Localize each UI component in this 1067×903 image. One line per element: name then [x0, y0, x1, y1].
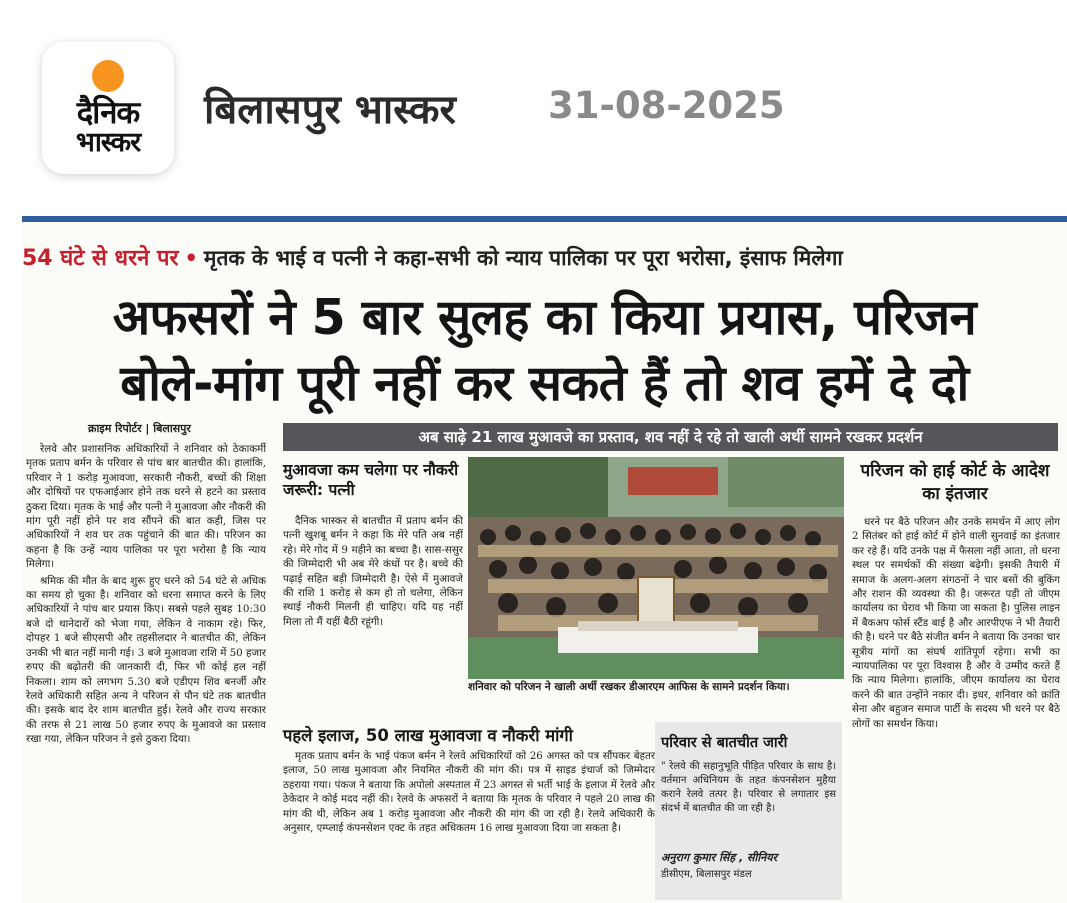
logo-word-dainik: दैनिक: [76, 95, 140, 131]
kicker-bullet: •: [184, 246, 198, 270]
main-story-column: [26, 442, 266, 900]
byline: क्राइम रिपोर्टर | बिलासपुर: [88, 422, 191, 435]
photo-caption: शनिवार को परिजन ने खाली अर्थी रखकर डीआरएम आफिस के सामने प्रदर्शन किया।: [468, 681, 790, 693]
wife-story-body: दैनिक भास्कर से बातचीत में प्रताप बर्मन की पत्नी खुशबू बर्मन ने कहा कि मेरे पति अब नहीं रहे। मेरे गोद में 9 महीने का बच्चा है। सास-ससुर की जिम्मेदारी भी अब मेरे कंधों पर है। बच्चे की पढ़ाई सहित बड़ी जिम्मेदारी है। ऐसे में मुआवजे की राशि 1 करोड़ से कम हो तो चलेगा, लेकिन स्थाई नौकरी मिलनी ही चाहिए। यदि यह नहीं मिला तो मैं यहीं बैठी रहूंगी।: [283, 515, 463, 628]
quote-box-heading: परिवार से बातचीत जारी: [661, 735, 788, 751]
high-court-heading: परिजन को हाई कोर्ट के आदेश का इंतजार: [860, 461, 1050, 504]
wife-story-heading: मुआवजा कम चलेगा पर नौकरी जरूरी: पत्नी: [283, 461, 459, 499]
edition-date: 31-08-2025: [548, 84, 785, 127]
quote-box-speaker: अनुराग कुमार सिंह , सीनियर: [661, 851, 778, 864]
main-story-paragraph-1: रेलवे और प्रशासनिक अधिकारियों ने शनिवार को ठेकाकर्मी मृतक प्रताप बर्मन के परिवार से पांच बार बातचीत की। हालांकि, परिवार ने 1 करोड़ मुआवजा, सरकारी नौकरी, बच्चों की शिक्षा और दोषियों पर एफआईआर होने तक धरने से हटने का प्रस्ताव ठुकरा दिया। मृतक के भाई और पत्नी ने मुआवजा और नौकरी की मांग पूरी नहीं होने पर शव सौंपने की बात कही, जिस पर अधिकारियों ने शव घर तक पहुंचाने की बात की। परिजन का कहना है कि उन्हें न्याय पालिका पर पूरा भरोसा है कि न्याय मिलेगा।: [26, 443, 266, 571]
strap-headline: अब साढ़े 21 लाख मुआवजे का प्रस्ताव, शव नहीं दे रहे तो खाली अर्थी सामने रखकर प्रदर्शन: [283, 423, 1058, 451]
logo-word-bhaskar: भास्कर: [75, 127, 141, 158]
sun-icon: [92, 60, 124, 92]
protest-photo-illustration: [468, 457, 844, 679]
headline-line-1: अफसरों ने 5 बार सुलह का किया प्रयास, परिजन: [112, 289, 977, 346]
protest-photo: [468, 457, 844, 679]
edition-title: बिलासपुर भास्कर: [204, 87, 456, 133]
headline-line-2: बोले-मांग पूरी नहीं कर सकते हैं तो शव हमें दे दो: [120, 355, 969, 412]
kicker-line: [22, 242, 1067, 272]
treatment-demand-body: मृतक प्रताप बर्मन के भाई पंकज बर्मन ने रेलवे अधिकारियों को 26 अगस्त को पत्र सौंपकर बेहतर इलाज, 50 लाख मुआवजा और नियमित नौकरी की मांग की। पत्र में साइड इंचार्ज को जिम्मेदार ठहराया गया। पंकज ने बताया कि अपोलो अस्पताल में 23 अगस्त से भर्ती भाई के इलाज में रेलवे और ठेकेदार ने कोई मदद नहीं की। रेलवे के अफसरों ने बताया कि मृतक के परिवार ने पहले 20 लाख की मांग की थी, लेकिन अब 1 करोड़ मुआवजा और नौकरी की मांग की जा रही है। रेलवे अधिकारी के अनुसार, एम्प्लाई कंपनसेशन एक्ट के तहत अधिकतम 16 लाख मुआवजा दिया जा सकता है।: [283, 751, 655, 835]
newspaper-clipping: [22, 216, 1067, 903]
quote-box: [655, 722, 842, 900]
treatment-demand-heading: पहले इलाज, 50 लाख मुआवजा व नौकरी मांगी: [283, 726, 573, 745]
quote-box-speaker-role: डीसीएम, बिलासपुर मंडल: [661, 869, 752, 880]
kicker-text: मृतक के भाई व पत्नी ने कहा-सभी को न्याय पालिका पर पूरा भरोसा, इंसाफ मिलेगा: [203, 246, 843, 270]
dainik-bhaskar-logo: [42, 42, 174, 174]
high-court-body: धरने पर बैठे परिजन और उनके समर्थन में आए लोग 2 सितंबर को हाई कोर्ट में होने वाली सुनवाई का इंतजार कर रहे हैं। यदि उनके पक्ष में फैसला नहीं आता, तो धरना स्थल पर समर्थकों की संख्या बढ़ेगी। इसकी तैयारी में समाज के अलग-अलग संगठनों ने चार बसों की बुकिंग और राशन की व्यवस्था की है। जरूरत पड़ी तो जीएम कार्यालय का घेराव भी किया जा सकता है। पुलिस लाइन में बैकअप फोर्स स्टैंड बाई है और आरपीएफ ने भी तैयारी की है। धरने पर बैठे संजीत बर्मन ने बताया कि उनका चार सूत्रीय मांगों का संघर्ष शांतिपूर्ण रहेगा। सभी का न्यायपालिका पर पूरा विश्वास है और वे उम्मीद करते हैं कि न्याय मिलेगा। हालांकि, जीएम कार्यालय का घेराव करने की बात उन्होंने नकार दी। इधर, शनिवार को क्रांति सेना और बहुजन समाज पार्टी के सदस्य भी धरने पर बैठे लोगों का समर्थन किया।: [852, 517, 1060, 730]
kicker-label: 54 घंटे से धरने पर: [22, 246, 179, 271]
main-story-paragraph-2: श्रमिक की मौत के बाद शुरू हुए धरने को 54 घंटे से अधिक का समय हो चुका है। शनिवार को धरना समाप्त करने के लिए अधिकारियों ने पांच बार प्रयास किए। सबसे पहले सुबह 10:30 बजे दो थानेदारों को भेजा गया, लेकिन वे नाकाम रहे। फिर, दोपहर 1 बजे सीएसपी और तहसीलदार ने बातचीत की, लेकिन उनकी भी बात नहीं मानी गई। 3 बजे मुआवजा राशि में 50 हजार रुपए की बढ़ोतरी की जानकारी दी, फिर भी कोई हल नहीं निकला। शाम को लगभग 5.30 बजे एडीएम शिव बनर्जी और रेलवे अधिकारी सहित अन्य ने परिजन से पौन घंटे तक बातचीत की। इसके बाद देर शाम बातचीत हुई। रेलवे और राज्य सरकार की तरफ से 21 लाख 50 हजार रुपए के मुआवजे का प्रस्ताव रखा गया, लेकिन परिजन ने इसे ठुकरा दिया।: [26, 574, 266, 746]
quote-box-body: " रेलवे की सहानुभूति पीड़ित परिवार के साथ है। वर्तमान अधिनियम के तहत कंपनसेशन मुहैया कराने रेलवे तत्पर है। परिवार से लगातार इस संदर्भ में बातचीत की जा रही है।: [661, 761, 836, 814]
accent-rule: [22, 216, 1067, 222]
